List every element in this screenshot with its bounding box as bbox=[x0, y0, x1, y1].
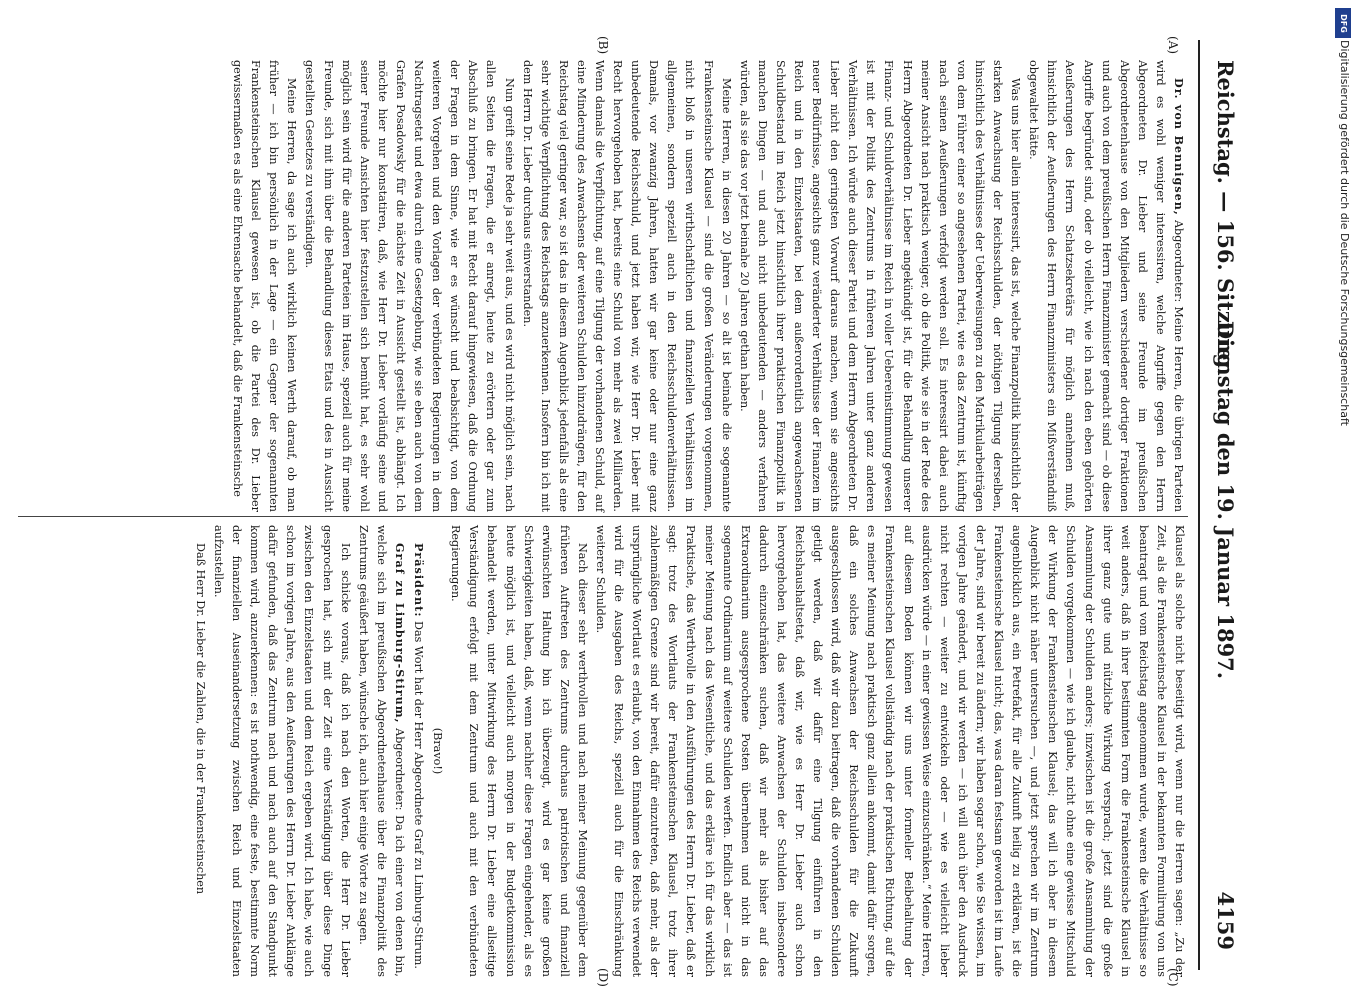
paragraph: Ich schicke voraus, daß ich nach den Worten, die Herr Dr. Lieber gesprochen hat, sich mit der Zeit eine Verständigung über diese Dinge zwischen den Einzelstaaten und dem Reich ergeben wird. Ich habe, wie auch schon im vorigen Jahre, aus den Aeußerungen des Herrn Dr. Lieber Anklänge dafür gefunden, daß das Zentrum nach und nach auch auf den Standpunkt kommen wird, anzuerkennen: es ist nothwendig, eine feste, bestimmte Norm der finanziellen Auseinandersetzung zwischen Reich und Einzelstaaten aufzustellen. bbox=[212, 525, 352, 977]
margin-marker-a: (A) bbox=[1166, 36, 1180, 55]
margin-marker-d: (D) bbox=[596, 968, 610, 987]
paragraph: Klausel als solche nicht beseitigt wird, wenn nur die Herren sagen: „Zu der Zeit, als die Frankensteinsche Klausel in der bekannten Formulirung von uns beantragt und vom Reichstag angenommen wurde, waren die Verhältnisse so weit anders, daß in ihrer bestimmten Form die Frankensteinsche Klausel in ihrer ganz gute und nützliche Wirkung versprach; jetzt sind die große Ansammlung der Schulden anders; inzwischen ist die große Ansammlung der Schulden vorgekommen — wie ich glaube, nicht ohne eine gewisse Mitschuld der Wirkung der Frankensteinschen Klausel; das will ich aber in diesem Augenblick nicht näher untersuchen —, und jetzt sprechen wir im Zentrum augenblicklich aus, ein Petrefakt, für alle Zukunft heilig zu erklären, ist die Frankensteinsche Klausel nicht; das, was daran festsam geworden ist im Laufe der Jahre, sind wir bereit zu ändern; wir haben sogar schon, wie Sie wissen, im vorigen Jahre geändert, und wir werden — ich will auch über den Ausdruck nicht rechten — weiter zu entwickeln oder — wie es vielleicht lieber ausdrücken würde — in einer gewissen Weise einzuschränken.“ Meine Herren, auf diesem Boden können wir uns unter formeller Beibehaltung der Frankensteinschen Klausel vollständig nach der praktischen Richtung, auf die es meiner Meinung nach praktisch ganz allein ankommt, damit dafür sorgen, daß ein solches Anwachsen der Reichsschulden für die Zukunft ausgeschlossen wird, daß wir dazu beitragen, daß die vorhandenen Schulden getilgt werden, daß wir dafür eine Tilgung einführen in den Reichshaushaltsetat, daß wir, wie es Herr Dr. Lieber auch schon hervorgehoben hat, das weitere Anwachsen der Schulden insbesondere dadurch einzuschränken suchen, daß wir mehr als bisher auf das Extraordinarium ausgesprochene Posten übernehmen und nicht in das sogenannte Ordinarium auf weitere Schulden werfen. Endlich aber — das ist meiner Meinung nach das Wesentliche, und das erkläre ich für das wirklich Praktische, das Werthvolle in den Ausführungen des Herrn Dr. Lieber, daß er sagt: trotz des Wortlauts der Frankensteinschen Klausel, trotz ihrer zahlenmäßigen Grenze sind wir bereit, dafür einzutreten, daß mehr, als der ursprüngliche Wortlaut es erlaubt, von den Einnahmen des Reichs verwendet wird für die Ausgaben des Reichs, speziell auch für die Einschränkung weiterer Schulden. bbox=[594, 525, 1186, 977]
applause-note: (Bravo!) bbox=[431, 727, 445, 775]
column-divider bbox=[18, 516, 1188, 517]
speaker-name: Graf zu Limburg-Stirum, bbox=[392, 543, 407, 724]
right-column bbox=[191, 525, 1188, 977]
header-rule bbox=[1198, 40, 1200, 970]
header-page-number: 4159 bbox=[1213, 891, 1238, 950]
left-column bbox=[228, 60, 1188, 512]
credit-text: Digitalisierung gefördert durch die Deutsche Forschungsgemeinschaft bbox=[1338, 40, 1351, 426]
margin-marker-c: (C) bbox=[1166, 968, 1180, 987]
dfg-logo: DFG bbox=[1335, 8, 1351, 38]
digitization-credit bbox=[1335, 40, 1351, 980]
header-date: Dienstag den 19. Januar 1897. bbox=[1213, 320, 1238, 680]
paragraph bbox=[1024, 60, 1188, 512]
speaker-name: Dr. von Bennigsen, bbox=[1172, 78, 1186, 216]
speaker-name: Präsident: bbox=[412, 543, 427, 618]
page-header bbox=[1206, 40, 1238, 960]
speech-text: Abgeordneter: Da ich einer von denen bin, welche sich im preußischen Abgeordnetenhause über die Finanzpolitik des Zentrums geäußert haben, wünsche ich, auch hier einige Worte zu sagen. bbox=[356, 525, 406, 977]
paragraph: Nun greift seine Rede ja sehr weit aus, und es wird nicht möglich sein, nach allen Seiten die Fragen, die er anregt, heute zu erörtern oder gar zum Abschluß zu bringen. Er hat mit Recht darauf hingewiesen, daß die Ordnung der Fragen in dem Sinne, wie er es wünscht und beabsichtigt, von dem weiteren Vorgehen und den Vorlagen der verbündeten Regierungen in dem Nachtragsetat und etwa durch eine Gesetzgebung, wie sie eben auch von dem Grafen Posadowsky für die nächste Zeit in Aussicht gestellt ist, abhängt. Ich möchte hier nur konstatiren, daß, wie Herr Dr. Lieber vorläufig seine und seiner Freunde Ansichten hier festzustellen sich bemüht hat, es sehr wohl möglich sein wird für die anderen Parteien im Hause, speziell auch für meine Freunde, sich mit ihm über die Behandlung dieses Etats und des in Aussicht gestellten Gesetzes zu verständigen. bbox=[303, 60, 516, 512]
header-session-title: Reichstag. — 156. Sitzung. bbox=[1213, 60, 1238, 376]
paragraph: Meine Herren, da sage ich auch wirklich keinen Werth darauf, ob man früher — ich bin persönlich in der Lage — ein Gegner der sogenannten Frankensteinschen Klausel gewesen ist, ob die Partei des Dr. Lieber gewissermaßen es als eine Ehrensache behandelt, daß die Frankensteinsche bbox=[231, 60, 299, 512]
margin-marker-b: (B) bbox=[596, 36, 610, 55]
paragraph bbox=[354, 525, 409, 977]
paragraph: Nach dieser sehr werthvollen und nach meiner Meinung gegenüber dem früheren Auftreten des Zentrums durchaus patriotischen und finanziell erwünschten Haltung bin ich überzeugt, wird es gar keine großen Schwierigkeiten haben, daß, wenn nachher diese Fragen eingehender, als es heute möglich ist, und vielleicht auch morgen in der Budgetkommission behandelt werden, unter Mitwirkung des Herrn Dr. Lieber eine allseitige Verständigung erfolgt mit dem Zentrum und auch mit den verbündeten Regierungen. bbox=[449, 525, 589, 977]
paragraph bbox=[409, 525, 428, 977]
speech-text: Das Wort hat der Herr Abgeordnete Graf zu Limburg-Stirum. bbox=[412, 621, 426, 969]
paragraph: Was uns hier allein interessirt, das ist, welche Finanzpolitik hinsichtlich der starken Anwachsung der Reichsschulden, der nöthigen Tilgung derselben, hinsichtlich des Verhältnisses der Ueberweisungen zu den Matrikularbeiträgen von dem Führer einer so angesehenen Partei, wie es das Zentrum ist, künftig nach seinen Aeußerungen verfolgt werden soll. Es interessirt dabei auch meiner Ansicht nach praktisch weniger, ob die Politik, wie sie in der Rede des Herrn Abgeordneten Dr. Lieber angekündigt ist, für die Behandlung unserer Finanz- und Schuldverhältnisse im Reich in voller Uebereinstimmung gewesen ist mit der Politik des Zentrums in früheren Jahren unter ganz anderen Verhältnissen. Ich würde auch dieser Partei und dem Herrn Abgeordneten Dr. Lieber nicht den geringsten Vorwurf daraus machen, wenn sie angesichts neuer Bedürfnisse, angesichts ganz veränderter Verhältnisse der Finanzen im Reich und in den Einzelstaaten, bei dem außerordentlich angewachsenen Schuldbestand im Reich jetzt hinsichtlich ihrer praktischen Finanzpolitik in manchen Dingen — und auch nicht unbedeutenden — anders verfahren würden, als sie das vor jetzt beinahe 20 Jahren gethan haben. bbox=[737, 60, 1023, 512]
paragraph: Daß Herr Dr. Lieber die Zahlen, die in der Frankensteinschen bbox=[193, 543, 207, 895]
paragraph: Meine Herren, in diesen 20 Jahren — so alt ist beinahe die sogenannte Frankensteinsche Klausel — sind die großen Veränderungen vorgenommen, nicht bloß in unseren wirthschaftlichen und finanziellen Verhältnissen im allgemeinen, sondern speziell auch in den Reichsschuldenverhältnissen. Damals, vor zwanzig Jahren, hatten wir gar keine oder nur eine ganz unbedeutende Reichsschuld, und jetzt haben wir, wie Herr Dr. Lieber mit Recht hervorgehoben hat, bereits eine Schuld von mehr als zwei Milliarden. Wenn damals die Verpflichtung, auf eine Tilgung der vorhandenen Schuld, auf eine Minderung des Anwachsens der weiteren Schulden hinzudrängen, für den Reichstag viel geringer war, so ist das in diesem Augenblick jedenfalls als eine sehr wichtige Verpflichtung des Reichstags anzuerkennen. Insofern bin ich mit dem Herrn Dr. Lieber durchaus einverstanden. bbox=[520, 60, 733, 512]
speech-text: Abgeordneter: Meine Herren, die übrigen Parteien wird es wohl weniger interessiren, welche Angriffe gegen den Herrn Abgeordneten Dr. Lieber und seine Freunde im preußischen Abgeordnetenhause von den Mitgliedern verschiedener dortiger Fraktionen und auch von dem preußischen Herrn Finanzminister gemacht sind — ob diese Angriffe begründet sind, oder ob vielleicht, wie ich nach den eben gehörten Aeußerungen des Herrn Schatzsekretärs für möglich annehmen muß, hinsichtlich der Aeußerungen des Herrn Finanzministers ein Mißverständniß obgewaltet hätte. bbox=[1027, 60, 1185, 512]
